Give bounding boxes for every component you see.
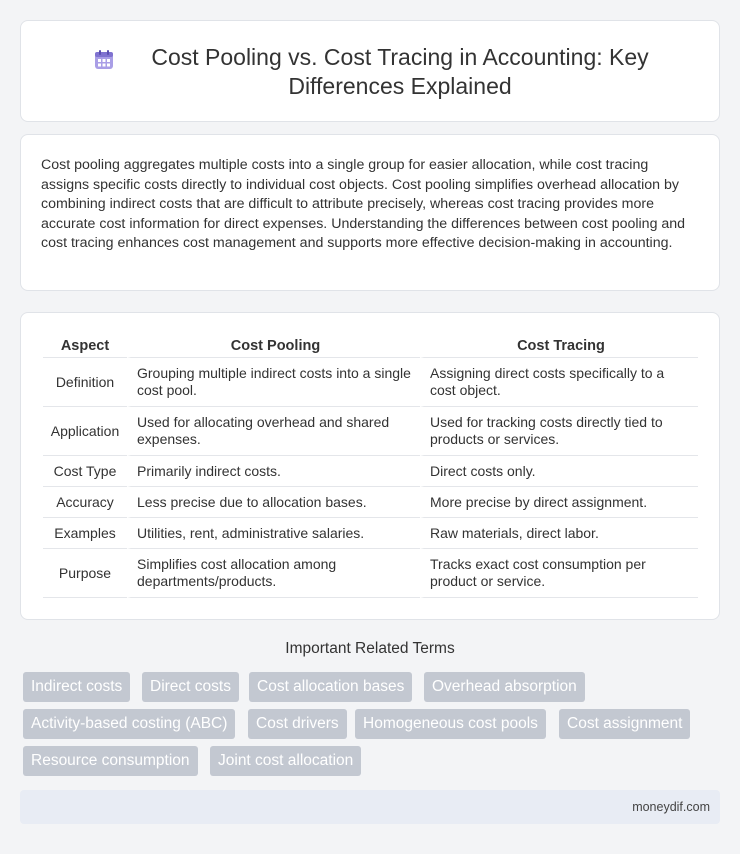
cost-tracing-cell: More precise by direct assignment. bbox=[420, 487, 698, 518]
related-term-tag[interactable]: Direct costs bbox=[142, 672, 239, 702]
cost-tracing-cell: Used for tracking costs directly tied to products or services. bbox=[420, 407, 698, 456]
cost-tracing-cell: Direct costs only. bbox=[420, 456, 698, 487]
page-title: Cost Pooling vs. Cost Tracing in Accounting: Key Differences Explained bbox=[151, 44, 649, 99]
aspect-cell: Purpose bbox=[43, 549, 127, 598]
aspect-cell: Examples bbox=[43, 518, 127, 549]
table-row bbox=[43, 358, 698, 407]
summary-text: Cost pooling aggregates multiple costs into a single group for easier allocation, while cost tracing assigns specific costs directly to individual cost objects. Cost pooling simplifies overhead allocation by combining indirect costs that are difficult to attribute precisely, whereas cost tracing provides more accurate cost information for direct expenses. Understanding the differences between cost pooling and cost tracing enhances cost management and supports more effective decision-making in accounting. bbox=[41, 157, 686, 252]
table-row bbox=[43, 456, 698, 487]
cost-tracing-cell: Tracks exact cost consumption per product or service. bbox=[420, 549, 698, 598]
related-term-tag[interactable]: Cost assignment bbox=[559, 709, 690, 739]
cost-pooling-cell: Less precise due to allocation bases. bbox=[127, 487, 420, 518]
comparison-table-card bbox=[20, 312, 720, 620]
cost-pooling-cell: Simplifies cost allocation among departments/products. bbox=[127, 549, 420, 598]
cost-tracing-cell: Assigning direct costs specifically to a cost object. bbox=[420, 358, 698, 407]
cost-pooling-cell: Used for allocating overhead and shared expenses. bbox=[127, 407, 420, 456]
aspect-cell: Application bbox=[43, 407, 127, 456]
related-term-tag[interactable]: Activity-based costing (ABC) bbox=[23, 709, 235, 739]
table-row bbox=[43, 487, 698, 518]
table-row bbox=[43, 518, 698, 549]
footer bbox=[20, 790, 720, 824]
table-row bbox=[43, 407, 698, 456]
header-cost-tracing: Cost Tracing bbox=[420, 335, 698, 358]
cost-pooling-cell: Grouping multiple indirect costs into a single cost pool. bbox=[127, 358, 420, 407]
title-card bbox=[20, 20, 720, 122]
cost-tracing-cell: Raw materials, direct labor. bbox=[420, 518, 698, 549]
table-header-row bbox=[43, 335, 698, 358]
related-terms-title: Important Related Terms bbox=[285, 640, 455, 657]
comparison-table bbox=[43, 335, 698, 598]
related-term-tag[interactable]: Overhead absorption bbox=[424, 672, 585, 702]
related-term-tag[interactable]: Joint cost allocation bbox=[210, 746, 361, 776]
related-term-tag[interactable]: Homogeneous cost pools bbox=[355, 709, 546, 739]
aspect-cell: Definition bbox=[43, 358, 127, 407]
header-aspect: Aspect bbox=[43, 335, 127, 358]
aspect-cell: Accuracy bbox=[43, 487, 127, 518]
header-cost-pooling: Cost Pooling bbox=[127, 335, 420, 358]
summary-card bbox=[20, 134, 720, 291]
related-term-tag[interactable]: Indirect costs bbox=[23, 672, 130, 702]
table-row bbox=[43, 549, 698, 598]
cost-pooling-cell: Primarily indirect costs. bbox=[127, 456, 420, 487]
calendar-icon bbox=[93, 49, 115, 71]
cost-pooling-cell: Utilities, rent, administrative salaries. bbox=[127, 518, 420, 549]
aspect-cell: Cost Type bbox=[43, 456, 127, 487]
related-term-tag[interactable]: Resource consumption bbox=[23, 746, 198, 776]
related-term-tag[interactable]: Cost drivers bbox=[248, 709, 347, 739]
footer-site-link[interactable]: moneydif.com bbox=[632, 800, 710, 814]
related-term-tag[interactable]: Cost allocation bases bbox=[249, 672, 412, 702]
